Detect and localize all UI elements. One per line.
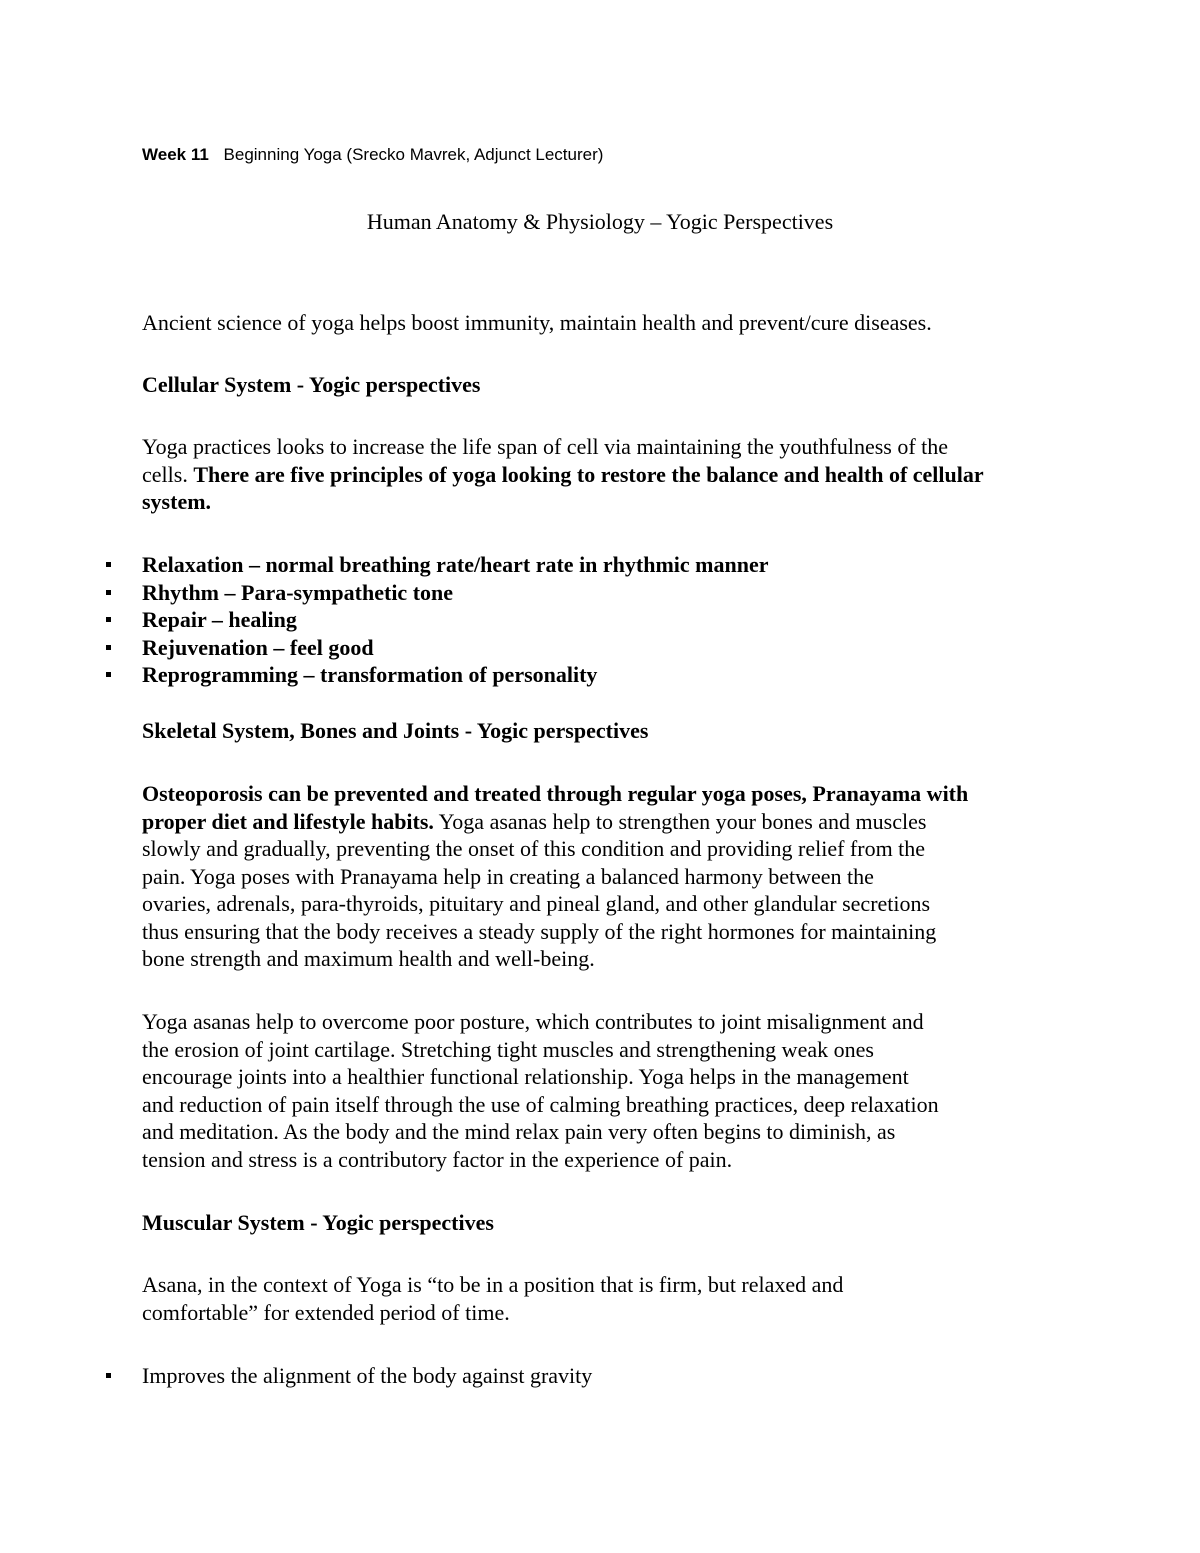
text-line: encourage joints into a healthier functional relationship. Yoga helps in the management <box>142 1064 909 1089</box>
list-item-text: Rejuvenation – feel good <box>142 634 374 660</box>
list-item <box>0 579 1100 607</box>
text-line: the erosion of joint cartilage. Stretching tight muscles and strengthening weak ones <box>142 1036 874 1062</box>
skeletal-heading: Skeletal System, Bones and Joints - Yogic perspectives <box>142 718 649 743</box>
text-line: thus ensuring that the body receives a steady supply of the right hormones for maintaining <box>142 918 937 944</box>
text-line: tension and stress is a contributory factor in the experience of pain. <box>142 1146 733 1172</box>
skeletal-paragraph-1 <box>142 780 1057 973</box>
text-line: Yoga asanas help to overcome poor posture, which contributes to joint misalignment and <box>142 1009 924 1034</box>
muscular-paragraph <box>142 1271 1057 1326</box>
text-run: Yoga asanas help to strengthen your bones and muscles <box>433 808 927 834</box>
principles-list <box>0 551 1100 689</box>
skeletal-paragraph-2 <box>142 1008 1057 1173</box>
bullet-icon <box>106 645 111 650</box>
list-item-text: Improves the alignment of the body against gravity <box>142 1363 593 1388</box>
intro-paragraph: Ancient science of yoga helps boost immunity, maintain health and prevent/cure diseases. <box>142 310 932 335</box>
document-title: Human Anatomy & Physiology – Yogic Perspectives <box>366 209 834 234</box>
list-item <box>0 661 1100 689</box>
text-line: bone strength and maximum health and well-being. <box>142 946 595 971</box>
list-item-text: Reprogramming – transformation of personality <box>142 662 598 687</box>
text-line: Asana, in the context of Yoga is “to be in a position that is firm, but relaxed and <box>142 1272 844 1297</box>
text-line: Osteoporosis can be prevented and treated through regular yoga poses, Pranayama with <box>142 781 969 806</box>
bullet-icon <box>106 562 111 567</box>
cellular-heading: Cellular System - Yogic perspectives <box>142 372 481 397</box>
text-run: cells. <box>142 461 194 487</box>
text-line: and meditation. As the body and the mind relax pain very often begins to diminish, as <box>142 1119 896 1144</box>
text-line <box>142 808 1057 836</box>
list-item-text: Repair – healing <box>142 607 297 632</box>
document-header <box>142 145 603 165</box>
muscular-benefits-list <box>0 1362 1100 1390</box>
list-item <box>0 634 1100 662</box>
course-label: Beginning Yoga (Srecko Mavrek, Adjunct Lecturer) <box>223 145 604 164</box>
text-line: and reduction of pain itself through the use of calming breathing practices, deep relaxation <box>142 1091 939 1117</box>
text-line: pain. Yoga poses with Pranayama help in creating a balanced harmony between the <box>142 863 874 889</box>
bullet-icon <box>106 617 111 622</box>
week-label: Week 11 <box>142 145 209 164</box>
list-item <box>0 606 1100 634</box>
list-item-text: Relaxation – normal breathing rate/heart rate in rhythmic manner <box>142 552 769 577</box>
bullet-icon <box>106 672 111 677</box>
muscular-heading: Muscular System - Yogic perspectives <box>142 1210 494 1235</box>
text-line: Yoga practices looks to increase the life span of cell via maintaining the youthfulness of the <box>142 434 949 459</box>
text-line: comfortable” for extended period of time. <box>142 1299 510 1325</box>
list-item <box>0 1362 1100 1390</box>
list-item <box>0 551 1100 579</box>
bullet-icon <box>106 1373 111 1378</box>
list-item-text: Rhythm – Para-sympathetic tone <box>142 579 454 605</box>
text-line: system. <box>142 489 212 514</box>
bold-text-run: There are five principles of yoga looking to restore the balance and health of cellular <box>193 461 984 487</box>
bold-text-run: proper diet and lifestyle habits. <box>142 808 434 834</box>
text-line: slowly and gradually, preventing the onset of this condition and providing relief from the <box>142 836 926 861</box>
cellular-paragraph <box>142 433 1057 516</box>
text-line: ovaries, adrenals, para-thyroids, pituitary and pineal gland, and other glandular secretions <box>142 891 931 916</box>
text-line <box>142 461 1057 489</box>
bullet-icon <box>106 590 111 595</box>
